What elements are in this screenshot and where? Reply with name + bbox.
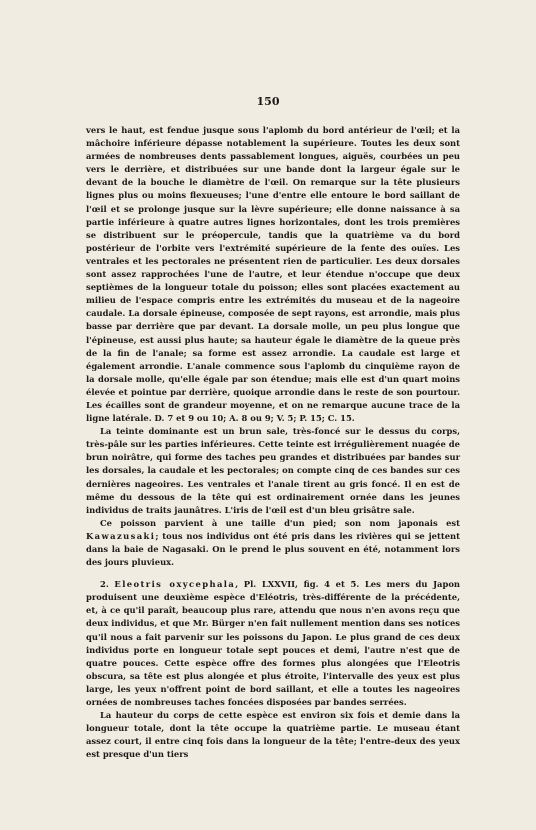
paragraph-3-end: ; tous nos individus ont été pris dans les rivières qui se jettent dans la baie de Nagasaki. On le prend le plus souvent en été, notamment lors des jours pluvieux.	[86, 530, 460, 568]
japanese-name: Kawazusaki	[86, 530, 156, 541]
species-name: Eleotris oxycephala	[114, 579, 236, 590]
paragraph-4-text: , Pl. LXXVII, fig. 4 et 5. Les mers du Japon produisent une deuxième espèce d'Eléotris, très-différente de la précédente, et, à ce qu'il paraît, beaucoup plus rare, attendu que nous n'en avons reçu que deux individus, et que Mr. Bürger n'en fait nullement mention dans ses notices qu'il nous a fait parvenir sur les poissons du Japon. Le plus grand de ces deux individus porte en longueur totale sept pouces et demi, l'autre n'est que de quatre pouces. Cette espèce offre des formes plus alongées que l'Eleotris obscura, sa tête est plus alongée et plus étroite, l'intervalle des yeux est plus large, les yeux n'offrent point de bord saillant, et elle a toutes les nageoires ornées de nombreuses taches foncées disposées par bandes serrées.	[86, 579, 460, 708]
paragraph-1: vers le haut, est fendue jusque sous l'aplomb du bord antérieur de l'œil; et la mâchoire inférieure dépasse notablement la supérieure. Toutes les deux sont armées de nombreuses dents passablement longues, aiguës, courbées un peu vers le derrière, et distribuées sur une bande dont la largeur égale sur le devant de la bouche le diamètre de l'œil. On remarque sur la tête plusieurs lignes plus ou moins flexueuses; l'une d'entre elle entoure le bord saillant de l'œil et se prolonge jusque sur la lèvre supérieure; elle donne naissance à sa partie inférieure à quatre autres lignes horizontales, dont les trois premières se distribuent sur le préopercule, tandis que la quatrième va du bord postérieur de l'orbite vers l'extrémité supérieure de la fente des ouïes. Les ventrales et les pectorales ne présentent rien de particulier. Les deux dorsales sont assez rapprochées l'une de l'autre, et leur étendue n'occupe que deux septièmes de la longueur totale du poisson; elles sont placées exactement au milieu de l'espace compris entre les extrémités du museau et de la nageoire caudale. La dorsale épineuse, composée de sept rayons, est arrondie, mais plus basse par derrière que par devant. La dorsale molle, un peu plus longue que l'épineuse, est aussi plus haute; sa hauteur égale le diamètre de la queue près de la fin de l'anale; sa forme est assez arrondie. La caudale est large et également arrondie. L'anale commence sous l'aplomb du cinquième rayon de la dorsale molle, qu'elle égale par son étendue; mais elle est d'un quart moins élevée et pointue par derrière, quoique arrondie dans le reste de son pourtour. Les écailles sont de grandeur moyenne, et on ne remarque aucune trace de la ligne latérale. D. 7 et 9 ou 10; A. 8 ou 9; V. 5; P. 15; C. 15.	[86, 125, 460, 424]
species-number: 2.	[100, 579, 109, 590]
body-text	[86, 124, 460, 762]
paragraph-5: La hauteur du corps de cette espèce est environ six fois et demie dans la longueur totale, dont la tête occupe la quatrième partie. Le museau étant assez court, il entre cinq fois dans la longueur de la tête; l'entre-deux des yeux est presque d'un tiers	[86, 710, 460, 760]
page-number: 150	[256, 95, 280, 108]
paragraph-2: La teinte dominante est un brun sale, très-foncé sur le dessus du corps, très-pâle sur les parties inférieures. Cette teinte est irrégulièrement nuagée de brun noirâtre, qui forme des taches peu grandes et distribuées par bandes sur les dorsales, la caudale et les pectorales; on compte cinq de ces bandes sur ces dernières nageoires. Les ventrales et l'anale tirent au gris foncé. Il en est de même du dessous de la tête qui est ordinairement ornée dans les jeunes individus de traits jaunâtres. L'iris de l'œil est d'un bleu grisâtre sale.	[86, 426, 460, 515]
paragraph-3	[86, 517, 460, 569]
paragraph-3-start: Ce poisson parvient à une taille d'un pied; son nom japonais est	[100, 517, 460, 528]
paragraph-4	[86, 578, 460, 709]
